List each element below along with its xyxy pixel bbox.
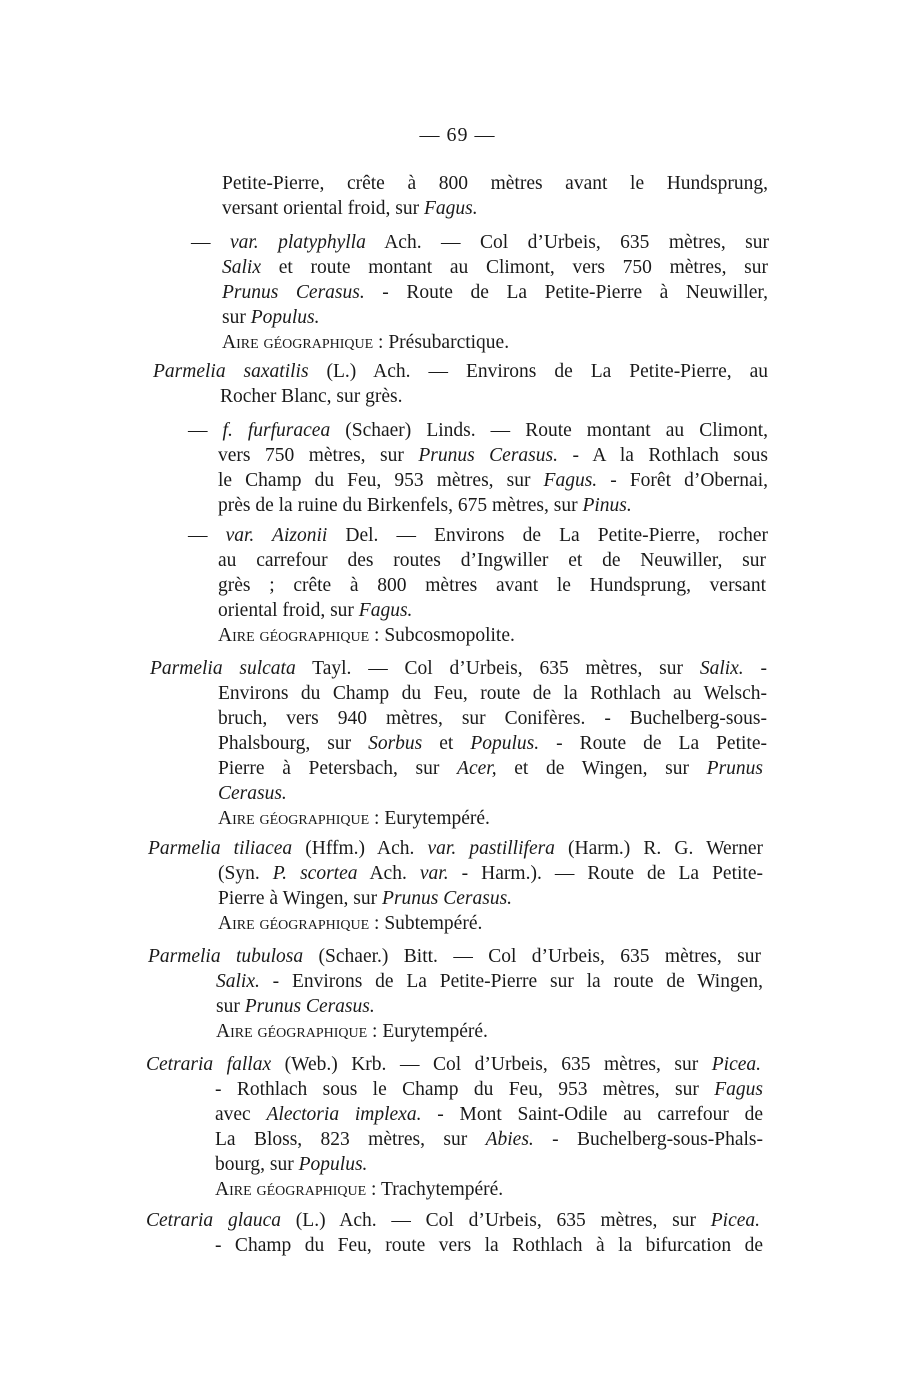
text-run: (Harm.) R. G. Werner: [554, 838, 763, 859]
italic-taxon: Alectoria implexa.: [266, 1104, 422, 1125]
text-line: [215, 1077, 763, 1102]
text-run: - Harm.). — Route de La Petite-: [448, 863, 763, 884]
text-line: [222, 280, 768, 305]
text-run: - Route de La Petite-Pierre à Neuwiller,: [364, 282, 768, 303]
italic-taxon: Prunus: [706, 758, 764, 779]
text-line: [188, 418, 768, 443]
section-label: Aire géographique: [218, 808, 370, 829]
text-run: - Rothlach sous le Champ du Feu, 953 mètres, sur: [215, 1079, 715, 1100]
italic-taxon: Abies.: [485, 1129, 534, 1150]
text-line: [218, 911, 482, 936]
italic-taxon: Populus.: [470, 733, 540, 754]
text-run: Phalsbourg, sur: [218, 733, 369, 754]
text-line: [188, 523, 768, 548]
text-line: [222, 330, 509, 355]
text-run: —: [191, 232, 230, 253]
text-run: sur: [222, 307, 251, 328]
text-line: [148, 836, 763, 861]
italic-taxon: Prunus Cerasus.: [244, 996, 375, 1017]
text-run: : Subcosmopolite.: [369, 625, 515, 646]
text-line: [216, 969, 763, 994]
italic-taxon: f. furfuracea: [222, 420, 331, 441]
text-run: - Buchelberg-sous-Phals-: [533, 1129, 763, 1150]
text-run: Ach. — Col d’Urbeis, 635 mètres, sur: [365, 232, 769, 253]
text-line: [215, 1127, 763, 1152]
text-run: -: [743, 658, 767, 679]
text-line: [222, 305, 320, 330]
text-run: bourg, sur: [215, 1154, 299, 1175]
text-run: et de Wingen, sur: [496, 758, 707, 779]
italic-taxon: Parmelia tubulosa: [148, 946, 304, 967]
text-line: [222, 171, 768, 196]
text-run: : Présubarctique.: [373, 332, 510, 353]
text-run: Pierre à Wingen, sur: [218, 888, 383, 909]
italic-taxon: Fagus.: [358, 600, 413, 621]
text-line: [218, 443, 768, 468]
text-line: [218, 706, 767, 731]
italic-taxon: Populus.: [250, 307, 320, 328]
italic-taxon: Fagus.: [543, 470, 598, 491]
section-label: Aire géographique: [216, 1021, 368, 1042]
italic-taxon: Picea.: [711, 1054, 761, 1075]
italic-taxon: Parmelia tiliacea: [148, 838, 293, 859]
text-line: [218, 548, 766, 573]
text-run: (L.) Ach. — Environs de La Petite-Pierre, au: [308, 361, 768, 382]
text-run: près de la ruine du Birkenfels, 675 mètres, sur: [218, 495, 583, 516]
text-run: Rocher Blanc, sur grès.: [220, 386, 403, 407]
text-line: [215, 1152, 367, 1177]
section-label: Aire géographique: [218, 913, 370, 934]
text-run: - Mont Saint-Odile au carrefour de: [421, 1104, 764, 1125]
italic-taxon: Prunus Cerasus.: [222, 282, 365, 303]
italic-taxon: Prunus Cerasus.: [418, 445, 558, 466]
italic-taxon: var.: [419, 863, 449, 884]
text-run: : Eurytempéré.: [367, 1021, 488, 1042]
text-run: Del. — Environs de La Petite-Pierre, rocher: [327, 525, 768, 546]
italic-taxon: Fagus.: [423, 198, 478, 219]
text-line: [216, 1019, 488, 1044]
text-run: : Subtempéré.: [369, 913, 483, 934]
text-run: oriental froid, sur: [218, 600, 359, 621]
italic-taxon: Fagus: [714, 1079, 763, 1100]
italic-taxon: Salix.: [216, 971, 260, 992]
text-run: Tayl. — Col d’Urbeis, 635 mètres, sur: [295, 658, 700, 679]
text-run: Environs du Champ du Feu, route de la Rothlach au Welsch-: [218, 683, 767, 704]
text-run: Pierre à Petersbach, sur: [218, 758, 458, 779]
text-line: [215, 1233, 763, 1258]
text-line: [222, 255, 768, 280]
text-line: [216, 994, 375, 1019]
text-run: grès ; crête à 800 mètres avant le Hundsprung, versant: [218, 575, 766, 596]
text-run: (L.) Ach. — Col d’Urbeis, 635 mètres, sur: [281, 1210, 711, 1231]
text-run: - A la Rothlach sous: [557, 445, 768, 466]
text-run: (Hffm.) Ach.: [292, 838, 428, 859]
text-run: avec: [215, 1104, 267, 1125]
text-line: [218, 781, 287, 806]
text-line: [218, 468, 768, 493]
italic-taxon: Acer,: [457, 758, 497, 779]
text-line: [218, 806, 490, 831]
italic-taxon: Parmelia saxatilis: [153, 361, 309, 382]
italic-taxon: var. Aizonii: [225, 525, 328, 546]
text-line: [148, 944, 761, 969]
text-line: [218, 861, 763, 886]
text-run: - Environs de La Petite-Pierre sur la route de Wingen,: [259, 971, 763, 992]
text-line: [150, 656, 767, 681]
text-line: [191, 230, 769, 255]
text-run: (Syn.: [218, 863, 273, 884]
text-run: (Schaer) Linds. — Route montant au Climont,: [330, 420, 768, 441]
italic-taxon: Parmelia sulcata: [150, 658, 296, 679]
section-label: Aire géographique: [222, 332, 374, 353]
text-run: versant oriental froid, sur: [222, 198, 424, 219]
italic-taxon: Salix: [222, 257, 261, 278]
text-run: sur: [216, 996, 245, 1017]
text-run: - Forêt d’Obernai,: [597, 470, 768, 491]
italic-taxon: Cetraria glauca: [146, 1210, 282, 1231]
page-number: — 69 —: [419, 124, 496, 146]
text-line: [215, 1177, 503, 1202]
italic-taxon: Cetraria fallax: [146, 1054, 272, 1075]
text-line: [146, 1208, 760, 1233]
text-run: —: [188, 420, 223, 441]
italic-taxon: Populus.: [298, 1154, 368, 1175]
italic-taxon: Prunus Cerasus.: [382, 888, 513, 909]
text-line: [218, 681, 767, 706]
section-label: Aire géographique: [218, 625, 370, 646]
text-line: [215, 1102, 763, 1127]
text-run: au carrefour des routes d’Ingwiller et de Neuwiller, sur: [218, 550, 766, 571]
text-line: [218, 598, 412, 623]
text-run: : Trachytempéré.: [366, 1179, 504, 1200]
text-line: [218, 886, 512, 911]
text-line: [218, 573, 766, 598]
italic-taxon: P. scortea: [272, 863, 358, 884]
text-run: Petite-Pierre, crête à 800 mètres avant le Hundsprung,: [222, 173, 768, 194]
text-run: bruch, vers 940 mètres, sur Conifères. - Buchelberg-sous-: [218, 708, 767, 729]
text-line: [153, 359, 768, 384]
italic-taxon: var. pastillifera: [427, 838, 555, 859]
text-line: [220, 384, 403, 409]
text-run: (Web.) Krb. — Col d’Urbeis, 635 mètres, sur: [271, 1054, 712, 1075]
italic-taxon: Sorbus: [368, 733, 423, 754]
text-run: Ach.: [357, 863, 420, 884]
italic-taxon: Cerasus.: [218, 783, 287, 804]
section-label: Aire géographique: [215, 1179, 367, 1200]
italic-taxon: Salix.: [699, 658, 744, 679]
text-line: [218, 756, 763, 781]
italic-taxon: var. platyphylla: [229, 232, 366, 253]
text-run: (Schaer.) Bitt. — Col d’Urbeis, 635 mètres, sur: [303, 946, 761, 967]
text-run: - Route de La Petite-: [539, 733, 767, 754]
text-run: et: [422, 733, 471, 754]
italic-taxon: Picea.: [710, 1210, 761, 1231]
text-run: et route montant au Climont, vers 750 mètres, sur: [261, 257, 768, 278]
text-run: le Champ du Feu, 953 mètres, sur: [218, 470, 544, 491]
text-run: La Bloss, 823 mètres, sur: [215, 1129, 486, 1150]
text-run: : Eurytempéré.: [369, 808, 490, 829]
text-run: vers 750 mètres, sur: [218, 445, 419, 466]
text-line: [222, 196, 478, 221]
text-line: [146, 1052, 761, 1077]
text-line: [218, 623, 515, 648]
text-run: —: [188, 525, 226, 546]
text-line: [218, 493, 632, 518]
text-run: - Champ du Feu, route vers la Rothlach à la bifurcation de: [215, 1235, 763, 1256]
italic-taxon: Pinus.: [582, 495, 632, 516]
text-line: [218, 731, 767, 756]
